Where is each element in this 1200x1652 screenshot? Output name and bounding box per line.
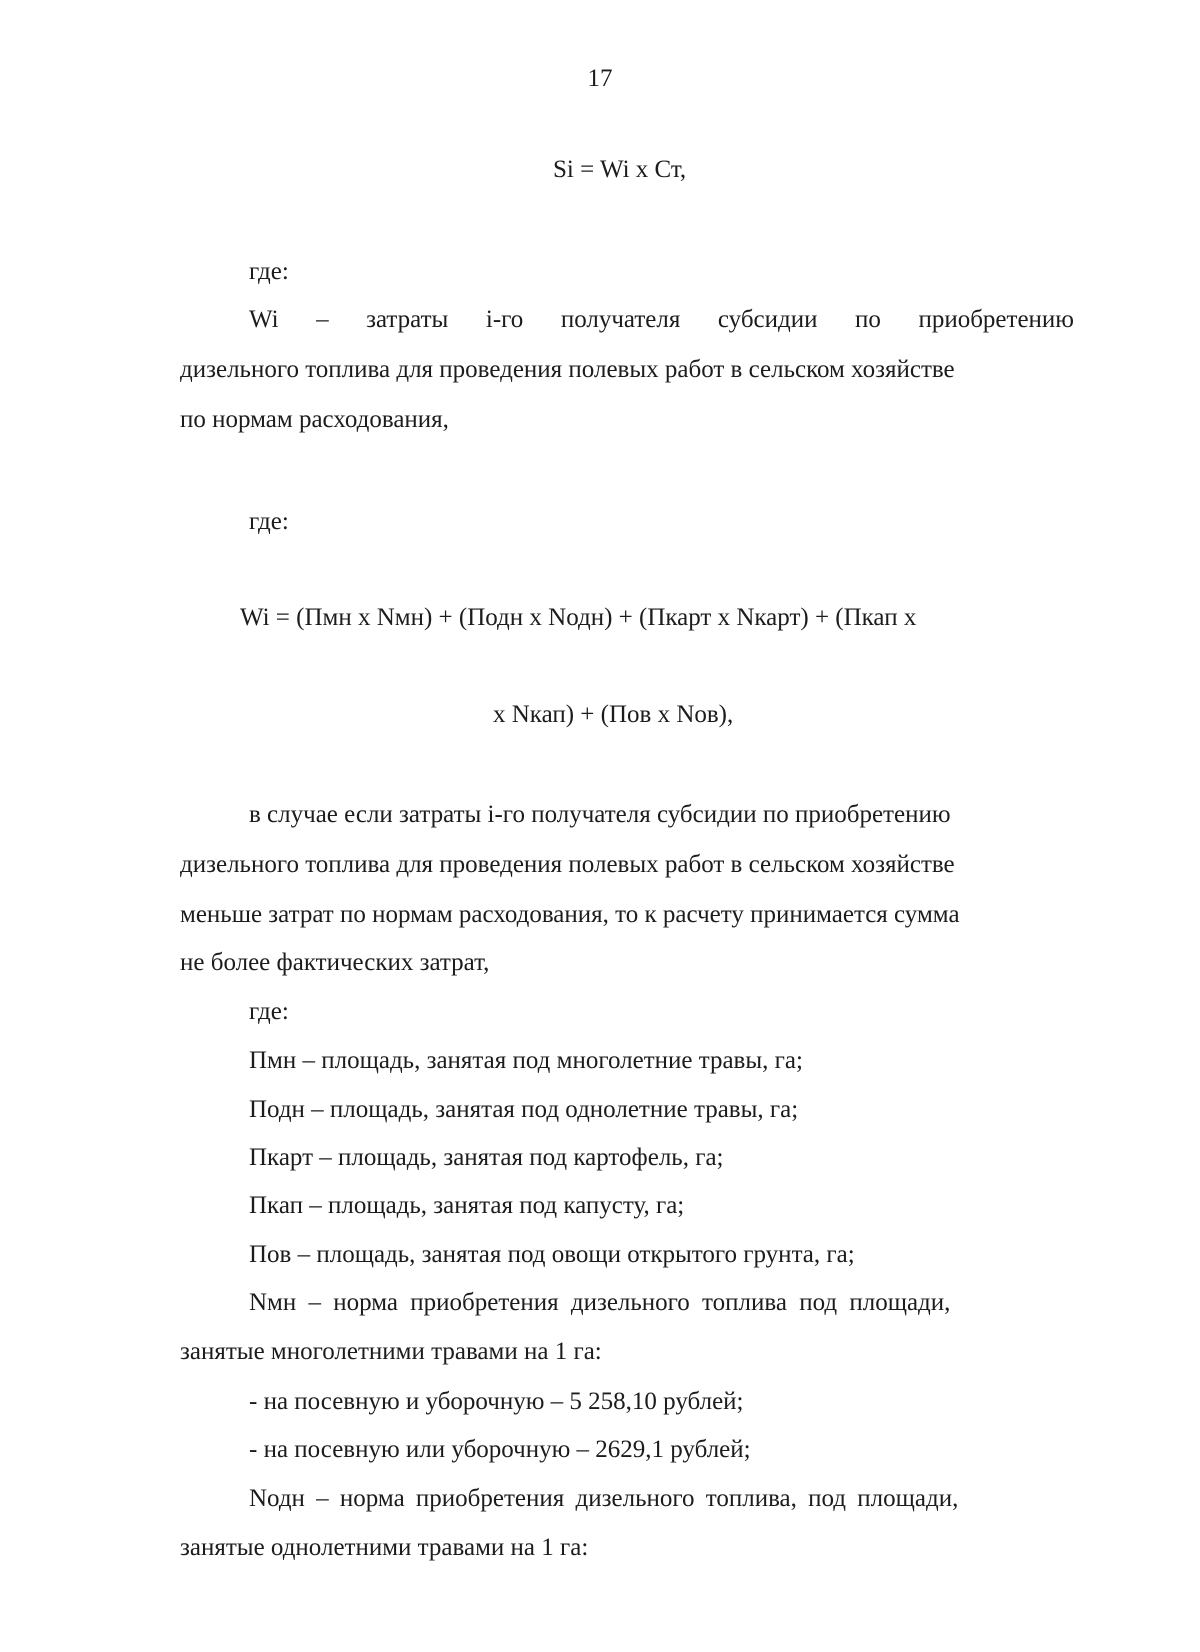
definition-pkart: Пкарт – площадь, занятая под картофель, га;: [249, 1144, 724, 1171]
condition-line-3: меньше затрат по нормам расходования, то к расчету принимается сумма: [180, 901, 960, 928]
formula-s: Si = Wi x Ст,: [553, 156, 687, 183]
page-number: 17: [587, 65, 613, 92]
nmn-line-1: Nмн – норма приобретения дизельного топлива под площади,: [249, 1289, 951, 1316]
wi-definition-line-1: [249, 305, 1074, 335]
wi-word: –: [316, 306, 329, 333]
wi-definition-line-3: по нормам расходования,: [180, 406, 449, 433]
definition-pmn: Пмн – площадь, занятая под многолетние травы, га;: [249, 1047, 803, 1074]
wi-word: субсидии: [717, 306, 818, 333]
where-label-1: где:: [249, 258, 289, 285]
where-label-2: где:: [249, 508, 289, 535]
nodn-line-1: Nодн – норма приобретения дизельного топлива, под площади,: [249, 1485, 959, 1512]
wi-word: приобретению: [918, 306, 1074, 333]
wi-word: i-го: [485, 306, 524, 333]
wi-word: Wi: [249, 306, 279, 333]
wi-word: получателя: [560, 306, 681, 333]
condition-line-4: не более фактических затрат,: [180, 949, 490, 976]
wi-word: по: [855, 306, 881, 333]
wi-definition-line-2: дизельного топлива для проведения полевых работ в сельском хозяйстве: [180, 356, 955, 383]
formula-w-line-2: x Nкап) + (Пов x Nов),: [493, 701, 734, 728]
condition-line-1: в случае если затраты i-го получателя субсидии по приобретению: [249, 801, 951, 828]
condition-line-2: дизельного топлива для проведения полевых работ в сельском хозяйстве: [180, 851, 955, 878]
formula-w-line-1: Wi = (Пмн x Nмн) + (Подн x Nодн) + (Пкарт x Nкарт) + (Пкап x: [240, 604, 917, 631]
definition-pov: Пов – площадь, занятая под овощи открытого грунта, га;: [249, 1241, 855, 1268]
nmn-line-2: занятые многолетними травами на 1 га:: [180, 1338, 602, 1365]
nmn-item-1: - на посевную и уборочную – 5 258,10 рублей;: [249, 1388, 744, 1415]
definition-pkap: Пкап – площадь, занятая под капусту, га;: [249, 1192, 685, 1219]
definition-podn: Подн – площадь, занятая под однолетние травы, га;: [249, 1096, 799, 1123]
nodn-line-2: занятые однолетними травами на 1 га:: [180, 1534, 589, 1561]
where-label-3: где:: [249, 998, 289, 1025]
wi-word: затраты: [366, 306, 449, 333]
nmn-item-2: - на посевную или уборочную – 2629,1 рублей;: [249, 1436, 751, 1463]
